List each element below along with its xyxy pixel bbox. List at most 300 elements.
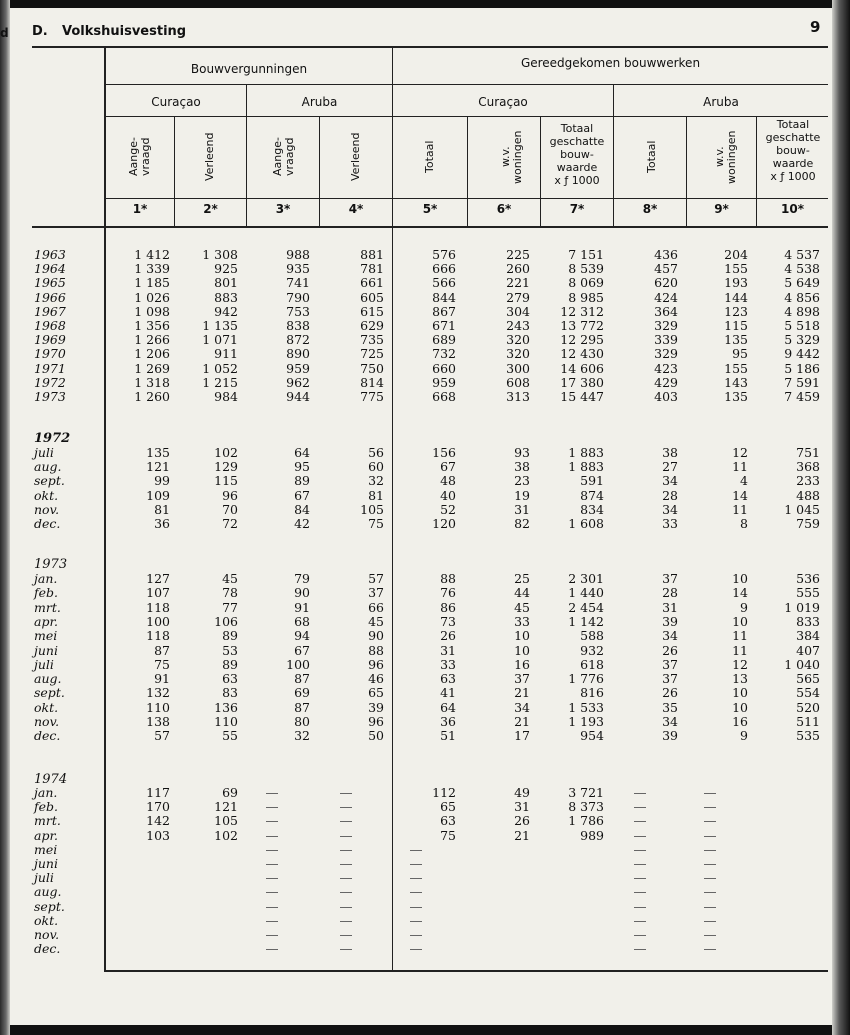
cell-col-9: 10 <box>732 685 748 701</box>
cell-col-7: 954 <box>580 728 604 744</box>
block-1973-heading: 1973 <box>34 557 68 572</box>
row-label: okt. <box>34 699 59 715</box>
cell-col-7: 1 776 <box>568 671 604 687</box>
permits-curacao-header: Curaçao <box>151 95 201 109</box>
cell-col-7: 17 380 <box>560 374 604 390</box>
dash-mark <box>634 949 646 950</box>
cell-col-6: 608 <box>506 374 530 390</box>
cell-col-9: 8 <box>740 516 748 531</box>
cell-col-5: 660 <box>432 360 456 376</box>
table-row <box>10 615 832 629</box>
cell-col-3: 67 <box>294 487 310 503</box>
cell-col-3: 89 <box>294 473 310 489</box>
row-label: 1965 <box>34 275 66 291</box>
cell-col-5: 48 <box>440 473 456 489</box>
cell-col-7: 932 <box>580 642 604 658</box>
cell-col-8: 403 <box>654 389 678 404</box>
cell-col-5: 26 <box>440 628 456 644</box>
cell-col-8: 339 <box>654 332 678 348</box>
document-page <box>10 8 832 1025</box>
cell-col-5: 76 <box>440 585 456 601</box>
col7-header-line: bouw- <box>560 148 594 161</box>
dash-mark <box>266 949 278 950</box>
cell-col-2: 1 215 <box>202 374 238 390</box>
cell-col-7: 1 533 <box>568 699 604 715</box>
cell-col-3: 100 <box>286 656 310 672</box>
cell-col-6: 21 <box>514 685 530 701</box>
dash-mark <box>634 921 646 922</box>
dash-mark <box>340 935 352 936</box>
dash-mark <box>266 892 278 893</box>
cell-col-6: 17 <box>514 728 530 744</box>
cell-col-4: 45 <box>368 613 384 629</box>
cell-col-3: 94 <box>294 628 310 644</box>
dash-mark <box>410 864 422 865</box>
dash-mark <box>410 949 422 950</box>
cell-col-8: 39 <box>662 728 678 744</box>
dash-mark <box>340 949 352 950</box>
cell-col-2: 105 <box>214 813 238 829</box>
cell-col-8: 429 <box>654 374 678 390</box>
dash-mark <box>266 935 278 936</box>
cell-col-7: 8 539 <box>568 261 604 277</box>
cell-col-1: 1 206 <box>134 346 170 362</box>
cell-col-9: 9 <box>740 599 748 615</box>
cell-col-9: 16 <box>732 714 748 729</box>
cell-col-3: 838 <box>286 318 310 333</box>
table-row <box>10 644 832 658</box>
table-row <box>10 291 832 305</box>
col7-header-line: geschatte <box>549 135 605 148</box>
cell-col-6: 225 <box>506 247 530 262</box>
dash-mark <box>634 935 646 936</box>
col-number: 3* <box>275 202 291 216</box>
cell-col-1: 117 <box>146 785 170 800</box>
cell-col-9: 10 <box>732 571 748 586</box>
col-number: 2* <box>203 202 218 216</box>
cell-col-2: 106 <box>214 613 238 629</box>
cell-col-6: 49 <box>514 785 530 800</box>
cell-col-2: 1 135 <box>202 318 238 333</box>
dash-mark <box>266 836 278 837</box>
dash-mark <box>704 935 716 936</box>
cell-col-1: 109 <box>146 487 170 503</box>
dash-mark <box>340 836 352 837</box>
cell-col-4: 96 <box>368 656 384 672</box>
cell-col-9: 11 <box>732 642 748 658</box>
cell-col-2: 925 <box>214 261 238 277</box>
cell-col-3: 80 <box>294 714 310 729</box>
cell-col-2: 83 <box>222 685 238 701</box>
cell-col-1: 1 356 <box>134 318 170 333</box>
cell-col-4: 81 <box>368 487 384 503</box>
cell-col-2: 96 <box>222 487 238 503</box>
cell-col-5: 31 <box>440 642 456 658</box>
cell-col-2: 63 <box>222 671 238 687</box>
cell-col-7: 1 608 <box>568 516 604 531</box>
cell-col-10: 4 538 <box>784 261 820 277</box>
cell-col-5: 671 <box>432 318 456 333</box>
dash-mark <box>340 907 352 908</box>
cell-col-9: 204 <box>724 247 748 262</box>
table-row <box>10 729 832 743</box>
cell-col-6: 320 <box>506 332 530 348</box>
cell-col-8: 34 <box>662 628 678 644</box>
cell-col-10: 5 186 <box>784 360 820 376</box>
cell-col-3: 944 <box>286 389 310 404</box>
cell-col-5: 73 <box>440 613 456 629</box>
cell-col-10: 9 442 <box>784 346 820 362</box>
cell-col-8: 34 <box>662 501 678 517</box>
cell-col-9: 10 <box>732 613 748 629</box>
cell-col-1: 142 <box>146 813 170 829</box>
cell-col-5: 36 <box>440 714 456 729</box>
group-rule <box>106 84 828 85</box>
cell-col-4: 750 <box>360 360 384 376</box>
cell-col-3: 935 <box>286 261 310 277</box>
col4-header: Verleend <box>349 132 362 182</box>
row-label: 1964 <box>34 261 66 277</box>
cell-col-7: 8 069 <box>568 275 604 291</box>
section-letter: D. <box>32 24 48 39</box>
cell-col-10: 488 <box>796 487 820 503</box>
cell-col-9: 135 <box>724 389 748 404</box>
table-row <box>10 446 832 460</box>
table-row <box>10 686 832 700</box>
cell-col-10: 407 <box>796 642 820 658</box>
col10-header-line: Totaal <box>776 118 810 131</box>
cell-col-6: 93 <box>514 445 530 460</box>
cell-col-6: 21 <box>514 827 530 843</box>
cell-col-8: 39 <box>662 613 678 629</box>
cell-col-10: 511 <box>796 714 820 729</box>
cell-col-3: 872 <box>286 332 310 348</box>
cell-col-8: 33 <box>662 516 678 531</box>
dash-mark <box>410 878 422 879</box>
col10-header-line: waarde <box>772 157 814 170</box>
dash-mark <box>340 878 352 879</box>
cell-col-7: 874 <box>580 487 604 503</box>
cell-col-4: 725 <box>360 346 384 362</box>
cell-col-3: 84 <box>294 501 310 517</box>
table-row <box>10 305 832 319</box>
cell-col-10: 7 459 <box>784 389 820 404</box>
table-row <box>10 362 832 376</box>
cell-col-4: 781 <box>360 261 384 277</box>
cell-col-10: 7 591 <box>784 374 820 390</box>
dash-mark <box>340 921 352 922</box>
cell-col-2: 77 <box>222 599 238 615</box>
row-label: okt. <box>34 487 59 503</box>
cell-col-6: 82 <box>514 516 530 531</box>
cell-col-5: 52 <box>440 501 456 517</box>
table-row <box>10 672 832 686</box>
dash-mark <box>410 935 422 936</box>
col10-header-line: x ƒ 1000 <box>770 170 816 183</box>
cell-col-1: 1 260 <box>134 389 170 404</box>
col1-header: Aange-vraagd <box>127 137 152 177</box>
cell-col-7: 1 193 <box>568 714 604 729</box>
bottom-rule <box>104 970 828 972</box>
cell-col-5: 63 <box>440 813 456 829</box>
table-row <box>10 586 832 600</box>
cell-col-5: 156 <box>432 445 456 460</box>
cell-col-8: 26 <box>662 642 678 658</box>
dash-mark <box>704 836 716 837</box>
cell-col-7: 2 454 <box>568 599 604 615</box>
cell-col-4: 661 <box>360 275 384 291</box>
cell-col-1: 36 <box>154 516 170 531</box>
cell-col-10: 4 856 <box>784 289 820 305</box>
dash-mark <box>266 864 278 865</box>
cell-col-8: 364 <box>654 303 678 319</box>
cell-col-4: 65 <box>368 685 384 701</box>
cell-col-3: 90 <box>294 585 310 601</box>
dash-mark <box>410 907 422 908</box>
cell-col-8: 424 <box>654 289 678 305</box>
cell-col-1: 75 <box>154 656 170 672</box>
cell-col-3: 988 <box>286 247 310 262</box>
permits-header: Bouwvergunningen <box>190 62 308 76</box>
col-number: 6* <box>496 202 512 216</box>
top-rule <box>32 46 828 48</box>
cell-col-7: 588 <box>580 628 604 644</box>
cell-col-1: 57 <box>154 728 170 744</box>
cell-col-7: 3 721 <box>568 785 604 800</box>
cell-col-1: 110 <box>146 699 170 715</box>
col7-header <box>541 122 613 187</box>
cell-col-7: 12 430 <box>560 346 604 362</box>
cell-col-10: 1 019 <box>784 599 820 615</box>
cell-col-9: 155 <box>724 261 748 277</box>
table-row <box>10 347 832 361</box>
cell-col-1: 1 266 <box>134 332 170 348</box>
cell-col-6: 313 <box>506 389 530 404</box>
cell-col-1: 1 026 <box>134 289 170 305</box>
col-number: 4* <box>348 202 364 216</box>
cell-col-8: 37 <box>662 571 678 586</box>
col7-header-line: waarde <box>556 161 598 174</box>
cell-col-9: 9 <box>740 728 748 744</box>
cell-col-2: 1 071 <box>202 332 238 348</box>
dash-mark <box>704 793 716 794</box>
completed-curacao-header: Curaçao <box>478 95 528 109</box>
col-number: 5* <box>422 202 438 216</box>
cell-col-5: 33 <box>440 656 456 672</box>
cell-col-4: 88 <box>368 642 384 658</box>
row-label: sept. <box>34 685 65 701</box>
cell-col-1: 1 185 <box>134 275 170 291</box>
cell-col-4: 39 <box>368 699 384 715</box>
cell-col-3: 68 <box>294 613 310 629</box>
cell-col-4: 75 <box>368 516 384 531</box>
cell-col-10: 1 045 <box>784 501 820 517</box>
cell-col-9: 95 <box>732 346 748 362</box>
cell-col-10: 520 <box>796 699 820 715</box>
cell-col-6: 19 <box>514 487 530 503</box>
cell-col-2: 115 <box>214 473 238 489</box>
cell-col-10: 384 <box>796 628 820 644</box>
row-label: 1972 <box>34 374 66 390</box>
cell-col-10: 535 <box>796 728 820 744</box>
cell-col-9: 10 <box>732 699 748 715</box>
cell-col-1: 1 339 <box>134 261 170 277</box>
cell-col-8: 37 <box>662 671 678 687</box>
cell-col-7: 8 985 <box>568 289 604 305</box>
cell-col-3: 890 <box>286 346 310 362</box>
cell-col-2: 801 <box>214 275 238 291</box>
row-label: 1968 <box>34 318 66 333</box>
cell-col-6: 23 <box>514 473 530 489</box>
col2-header: Verleend <box>203 132 216 182</box>
cell-col-6: 45 <box>514 599 530 615</box>
cell-col-9: 13 <box>732 671 748 687</box>
cell-col-7: 1 883 <box>568 459 604 475</box>
cell-col-3: 95 <box>294 459 310 475</box>
cell-col-8: 34 <box>662 473 678 489</box>
row-label: mrt. <box>34 813 61 829</box>
cell-col-7: 14 606 <box>560 360 604 376</box>
cell-col-8: 27 <box>662 459 678 475</box>
cell-col-7: 618 <box>580 656 604 672</box>
dash-mark <box>634 850 646 851</box>
cell-col-1: 135 <box>146 445 170 460</box>
col10-header-line: bouw- <box>776 144 810 157</box>
dash-mark <box>266 821 278 822</box>
cell-col-5: 566 <box>432 275 456 291</box>
row-label: dec. <box>34 516 61 531</box>
col6-header: w.v. woningen <box>499 130 524 184</box>
cell-col-2: 942 <box>214 303 238 319</box>
table-row <box>10 601 832 615</box>
cell-col-3: 42 <box>294 516 310 531</box>
row-label: okt. <box>34 912 59 928</box>
cell-col-2: 45 <box>222 571 238 586</box>
dash-mark <box>266 921 278 922</box>
cell-col-4: 50 <box>368 728 384 744</box>
row-label: juni <box>34 642 58 658</box>
row-label: sept. <box>34 898 65 914</box>
cell-col-2: 69 <box>222 785 238 800</box>
dash-mark <box>704 864 716 865</box>
row-label: apr. <box>34 827 59 843</box>
dash-mark <box>704 850 716 851</box>
cell-col-5: 64 <box>440 699 456 715</box>
cell-col-9: 12 <box>732 656 748 672</box>
dash-mark <box>266 850 278 851</box>
dash-mark <box>634 892 646 893</box>
row-label: 1973 <box>34 389 66 404</box>
row-label: jan. <box>34 571 58 586</box>
dash-mark <box>634 864 646 865</box>
cell-col-4: 735 <box>360 332 384 348</box>
dash-mark <box>704 821 716 822</box>
cell-col-8: 35 <box>662 699 678 715</box>
cell-col-7: 8 373 <box>568 799 604 815</box>
dash-mark <box>266 793 278 794</box>
col-number: 10* <box>781 202 804 216</box>
table-row <box>10 517 832 531</box>
block-1974-heading: 1974 <box>34 772 68 787</box>
row-label: 1966 <box>34 289 66 305</box>
cell-col-1: 91 <box>154 671 170 687</box>
dash-mark <box>340 807 352 808</box>
cell-col-3: 962 <box>286 374 310 390</box>
cell-col-5: 63 <box>440 671 456 687</box>
col5-header: Totaal <box>423 140 436 174</box>
dash-mark <box>704 892 716 893</box>
table-row <box>10 262 832 276</box>
cell-col-1: 1 318 <box>134 374 170 390</box>
table-row <box>10 503 832 517</box>
cell-col-3: 91 <box>294 599 310 615</box>
table-row <box>10 701 832 715</box>
dash-mark <box>266 878 278 879</box>
cell-col-8: 329 <box>654 318 678 333</box>
row-label: mrt. <box>34 599 61 615</box>
cell-col-9: 115 <box>724 318 748 333</box>
dash-mark <box>704 807 716 808</box>
table-row <box>10 715 832 729</box>
cell-col-5: 867 <box>432 303 456 319</box>
cell-col-2: 110 <box>214 714 238 729</box>
cell-col-6: 21 <box>514 714 530 729</box>
table-row <box>10 376 832 390</box>
row-label: feb. <box>34 799 58 815</box>
spine-letter: d <box>0 26 9 40</box>
cell-col-3: 741 <box>286 275 310 291</box>
cell-col-9: 11 <box>732 628 748 644</box>
cell-col-2: 89 <box>222 628 238 644</box>
cell-col-10: 1 040 <box>784 656 820 672</box>
cell-col-1: 118 <box>146 599 170 615</box>
cell-col-6: 38 <box>514 459 530 475</box>
cell-col-3: 79 <box>294 571 310 586</box>
cell-col-5: 732 <box>432 346 456 362</box>
permits-aruba-header: Aruba <box>301 95 338 109</box>
dash-mark <box>410 850 422 851</box>
row-label: juni <box>34 856 58 871</box>
cell-col-3: 753 <box>286 303 310 319</box>
cell-col-4: 105 <box>360 501 384 517</box>
cell-col-10: 4 898 <box>784 303 820 319</box>
cell-col-6: 243 <box>506 318 530 333</box>
cell-col-2: 1 052 <box>202 360 238 376</box>
cell-col-4: 814 <box>360 374 384 390</box>
row-label: juli <box>34 870 54 886</box>
cell-col-10: 4 537 <box>784 247 820 262</box>
col-number: 1* <box>132 202 148 216</box>
row-label: mei <box>34 841 58 857</box>
row-label: aug. <box>34 459 62 475</box>
row-label: 1970 <box>34 346 66 362</box>
cell-col-6: 33 <box>514 613 530 629</box>
dash-mark <box>704 907 716 908</box>
cell-col-7: 15 447 <box>560 389 604 404</box>
page-edge <box>832 0 850 1035</box>
cell-col-2: 911 <box>214 346 238 362</box>
cell-col-1: 87 <box>154 642 170 658</box>
cell-col-1: 1 269 <box>134 360 170 376</box>
cell-col-5: 576 <box>432 247 456 262</box>
row-label: nov. <box>34 501 60 517</box>
cell-col-3: 64 <box>294 445 310 460</box>
cell-col-5: 65 <box>440 799 456 815</box>
cell-col-1: 107 <box>146 585 170 601</box>
cell-col-8: 37 <box>662 656 678 672</box>
cell-col-2: 121 <box>214 799 238 815</box>
cell-col-9: 11 <box>732 459 748 475</box>
